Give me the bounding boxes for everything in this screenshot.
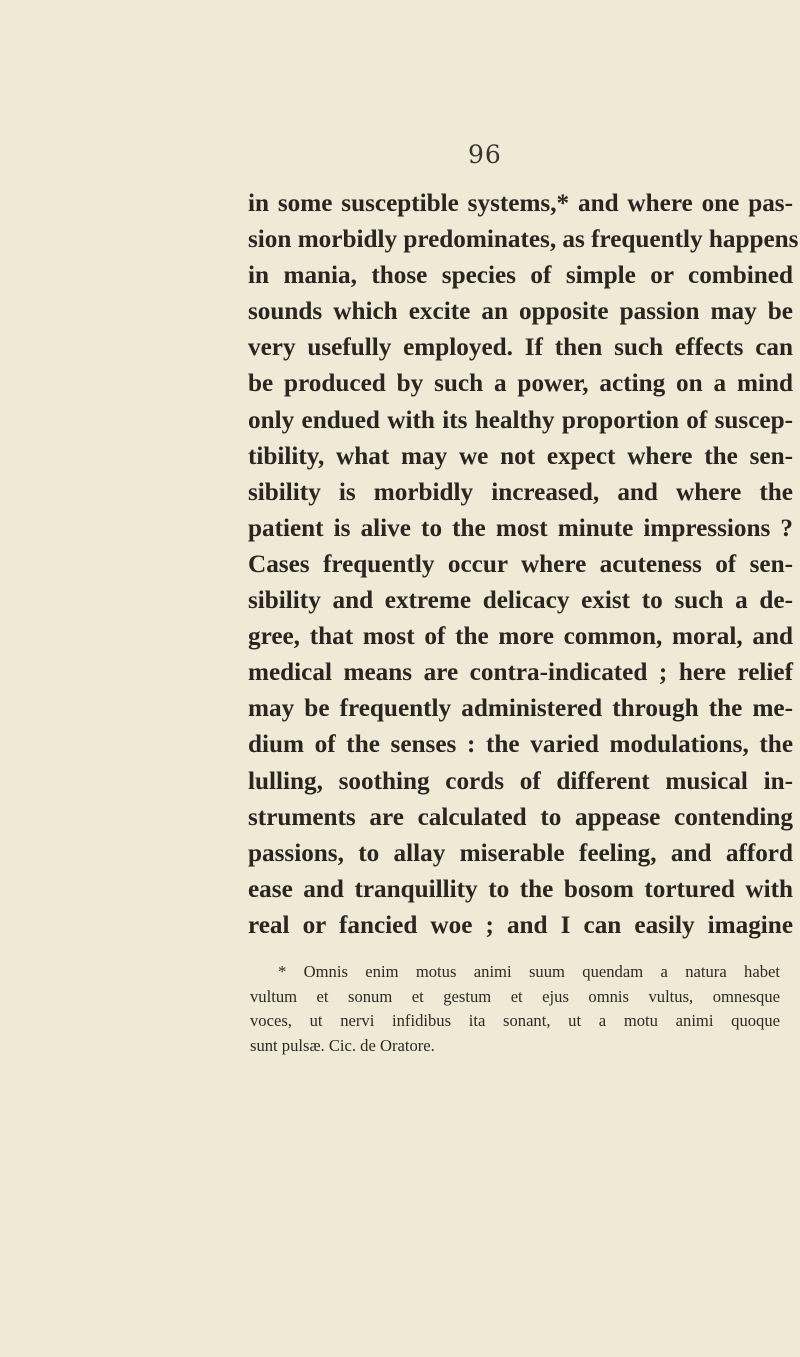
text-line: sibility is morbidly increased, and where the xyxy=(248,478,793,506)
footnote-line: sunt pulsæ. Cic. de Oratore. xyxy=(250,1035,435,1055)
text-line: real or fancied woe ; and I can easily imagine xyxy=(248,911,793,939)
text-line: in some susceptible systems,* and where one pas- xyxy=(248,190,793,217)
text-line: lulling, soothing cords of different musical in- xyxy=(248,767,793,795)
footnote-line: vultum et sonum et gestum et ejus omnis vultus, omnesque xyxy=(250,986,780,1006)
text-line: ease and tranquillity to the bosom tortured with xyxy=(248,875,793,903)
text-line: Cases frequently occur where acuteness of sen- xyxy=(248,550,793,578)
text-line: medical means are contra-indicated ; here relief xyxy=(248,659,793,687)
text-line: passions, to allay miserable feeling, and afford xyxy=(248,839,793,867)
text-line: sion morbidly predominates, as frequently happens xyxy=(248,226,799,254)
footnote-line: voces, ut nervi infidibus ita sonant, ut a motu animi quoque xyxy=(250,1011,780,1030)
text-line: tibility, what may we not expect where the sen- xyxy=(248,442,793,470)
footnote xyxy=(250,960,780,1058)
text-line: may be frequently administered through the me- xyxy=(248,695,793,723)
text-line: only endued with its healthy proportion of suscep- xyxy=(248,406,793,434)
text-line: in mania, those species of simple or combined xyxy=(248,262,793,290)
text-line: dium of the senses : the varied modulations, the xyxy=(248,731,793,759)
text-line: be produced by such a power, acting on a mind xyxy=(248,370,793,398)
text-line: sibility and extreme delicacy exist to such a de- xyxy=(248,587,793,615)
text-line: struments are calculated to appease contending xyxy=(248,803,793,831)
footnote-line: * Omnis enim motus animi suum quendam a natura habet xyxy=(278,962,780,981)
text-line: gree, that most of the more common, moral, and xyxy=(248,623,793,651)
text-line: sounds which excite an opposite passion may be xyxy=(248,298,793,326)
body-text xyxy=(248,186,799,944)
page-number: 96 xyxy=(468,140,502,169)
text-line: very usefully employed. If then such effects can xyxy=(248,334,793,362)
text-line: patient is alive to the most minute impressions ? xyxy=(248,514,793,542)
